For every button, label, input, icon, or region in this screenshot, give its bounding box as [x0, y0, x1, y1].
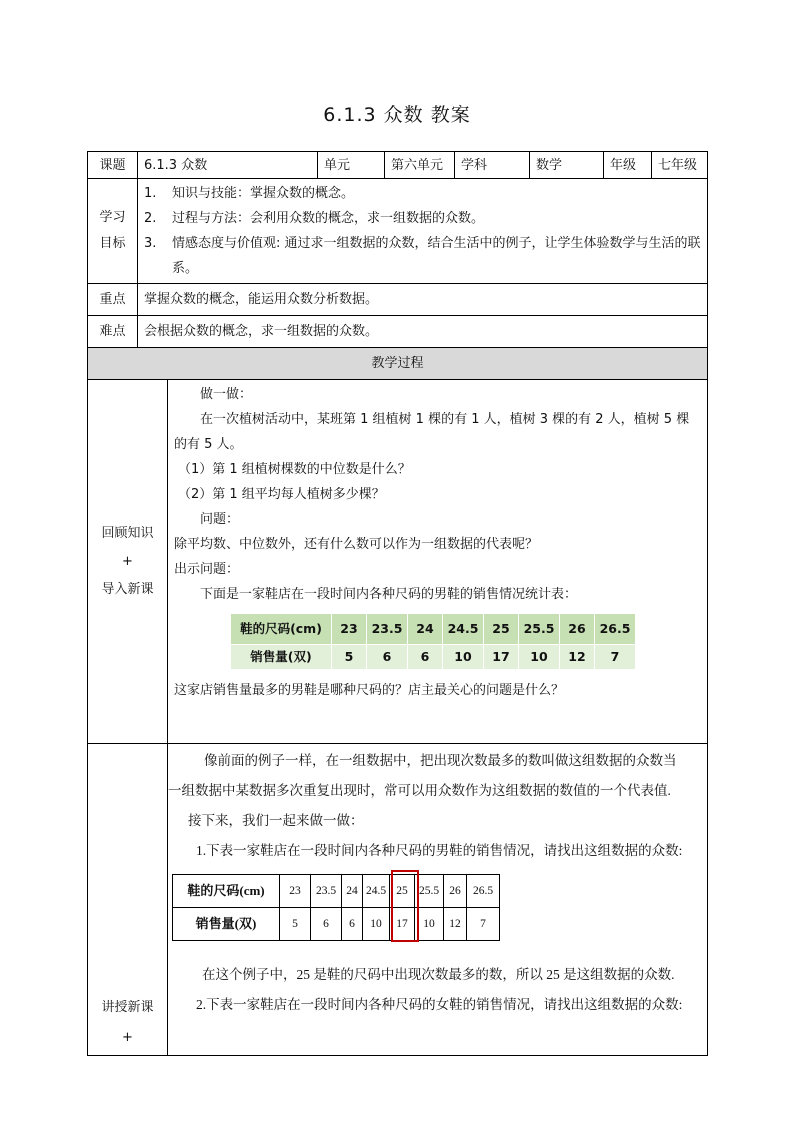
section2-paragraph: 像前面的例子一样，在一组数据中，把出现次数最多的数叫做这组数据的众数当	[204, 753, 677, 768]
table-cell: 10	[519, 645, 560, 670]
table-cell: 26	[560, 614, 595, 645]
table-cell: 12	[560, 645, 595, 670]
difficulty-label: 难点	[88, 316, 138, 348]
goals-content	[138, 179, 708, 284]
course-label: 课题	[88, 152, 138, 179]
section2-paragraph: 在这个例子中，25 是鞋的尺码中出现次数最多的数，所以 25 是这组数据的众数.	[202, 967, 675, 982]
section2-label-line2: +	[122, 1030, 133, 1045]
table-cell: 23	[332, 614, 367, 645]
section1-paragraph: 问题：	[200, 512, 240, 527]
section2-label	[88, 744, 168, 1056]
goal-item: 3. 情感态度与价值观: 通过求一组数据的众数，结合生活中的例子，让学生体验数学与生活的联系。	[144, 236, 701, 276]
section1-paragraph: 出示问题：	[174, 562, 240, 577]
course-value: 6.1.3 众数	[138, 152, 318, 179]
unit-label: 单元	[318, 152, 385, 179]
men-shoe-sales-table	[230, 613, 636, 670]
section1-row	[88, 380, 708, 744]
table-header-cell: 销售量(双)	[231, 645, 332, 670]
table-cell: 25	[390, 875, 415, 908]
table-cell: 7	[467, 908, 500, 941]
table-cell: 23.5	[311, 875, 342, 908]
section1-label-line2: +	[122, 553, 133, 569]
goal-item: 2. 过程与方法：会利用众数的概念，求一组数据的众数。	[144, 211, 485, 226]
section1-paragraph: 在一次植树活动中，某班第 1 组植树 1 棵的有 1 人，植树 3 棵的有 2 人，植树 5 棵的有 5 人。	[174, 412, 690, 452]
section1-label-line3: 导入新课	[101, 581, 154, 597]
table-cell: 6	[367, 645, 408, 670]
grade-label: 年级	[604, 152, 652, 179]
section1-paragraph: 做一做：	[200, 387, 253, 402]
table-cell: 10	[363, 908, 390, 941]
goals-label-line1: 学习	[99, 210, 126, 225]
difficulty-row	[88, 316, 708, 348]
table-cell: 26	[444, 875, 467, 908]
subject-label: 学科	[455, 152, 530, 179]
table-header-cell: 销售量(双)	[173, 908, 280, 941]
table-cell: 24.5	[363, 875, 390, 908]
table-cell: 6	[408, 645, 443, 670]
table-header-cell: 鞋的尺码(cm)	[173, 875, 280, 908]
section1-paragraph: （2）第 1 组平均每人植树多少棵？	[178, 487, 385, 502]
section1-paragraph: 除平均数、中位数外，还有什么数可以作为一组数据的代表呢？	[174, 537, 539, 552]
table-cell: 23	[280, 875, 311, 908]
section1-paragraph: （1）第 1 组植树棵数的中位数是什么？	[178, 462, 411, 477]
section1-paragraph: 下面是一家鞋店在一段时间内各种尺码的男鞋的销售情况统计表：	[200, 587, 578, 602]
women-table-wrapper	[168, 866, 500, 949]
table-cell: 24	[408, 614, 443, 645]
table-cell: 5	[280, 908, 311, 941]
goals-label	[88, 179, 138, 284]
goals-row	[88, 179, 708, 284]
mode-highlight-box	[391, 870, 419, 942]
header-row	[88, 152, 708, 179]
section2-paragraph: 接下来，我们一起来做一做：	[188, 813, 364, 828]
table-cell: 17	[390, 908, 415, 941]
section1-content	[168, 380, 708, 744]
process-header: 教学过程	[88, 348, 708, 380]
table-cell: 26.5	[595, 614, 636, 645]
section2-label-line1: 讲授新课	[101, 1000, 154, 1015]
table-cell: 26.5	[467, 875, 500, 908]
process-header-row	[88, 348, 708, 380]
difficulty-text: 会根据众数的概念，求一组数据的众数。	[138, 316, 708, 348]
goal-item: 1. 知识与技能：掌握众数的概念。	[144, 186, 355, 201]
section1-label-line1: 回顾知识	[101, 525, 154, 541]
unit-value: 第六单元	[385, 152, 455, 179]
lesson-plan-table	[87, 151, 708, 1056]
goals-label-line2: 目标	[99, 236, 126, 251]
table-cell: 12	[444, 908, 467, 941]
table-cell: 5	[332, 645, 367, 670]
grade-value: 七年级	[652, 152, 708, 179]
keypoint-label: 重点	[88, 284, 138, 316]
section2-paragraph: 1.下表一家鞋店在一段时间内各种尺码的男鞋的销售情况，请找出这组数据的众数:	[196, 843, 683, 858]
section1-paragraph: 这家店销售量最多的男鞋是哪种尺码的？店主最关心的问题是什么？	[174, 683, 565, 698]
table-cell: 25.5	[519, 614, 560, 645]
table-cell: 25.5	[415, 875, 444, 908]
table-cell: 10	[443, 645, 484, 670]
section2-row	[88, 744, 708, 1056]
section2-paragraph: 2.下表一家鞋店在一段时间内各种尺码的女鞋的销售情况，请找出这组数据的众数:	[196, 997, 683, 1012]
keypoint-row	[88, 284, 708, 316]
table-cell: 24	[342, 875, 363, 908]
men-shoe-sales-table-2	[172, 874, 500, 941]
table-cell: 23.5	[367, 614, 408, 645]
table-cell: 6	[342, 908, 363, 941]
section1-label	[88, 380, 168, 744]
subject-value: 数学	[530, 152, 604, 179]
table-cell: 6	[311, 908, 342, 941]
page-title: 6.1.3 众数 教案	[323, 104, 471, 126]
section2-paragraph: 一组数据中某数据多次重复出现时，常可以用众数作为这组数据的数值的一个代表值.	[168, 783, 671, 798]
table-cell: 17	[484, 645, 519, 670]
table-cell: 7	[595, 645, 636, 670]
table-cell: 25	[484, 614, 519, 645]
table-cell: 10	[415, 908, 444, 941]
table-cell: 24.5	[443, 614, 484, 645]
section2-content	[168, 744, 708, 1056]
keypoint-text: 掌握众数的概念，能运用众数分析数据。	[138, 284, 708, 316]
table-header-cell: 鞋的尺码(cm)	[231, 614, 332, 645]
